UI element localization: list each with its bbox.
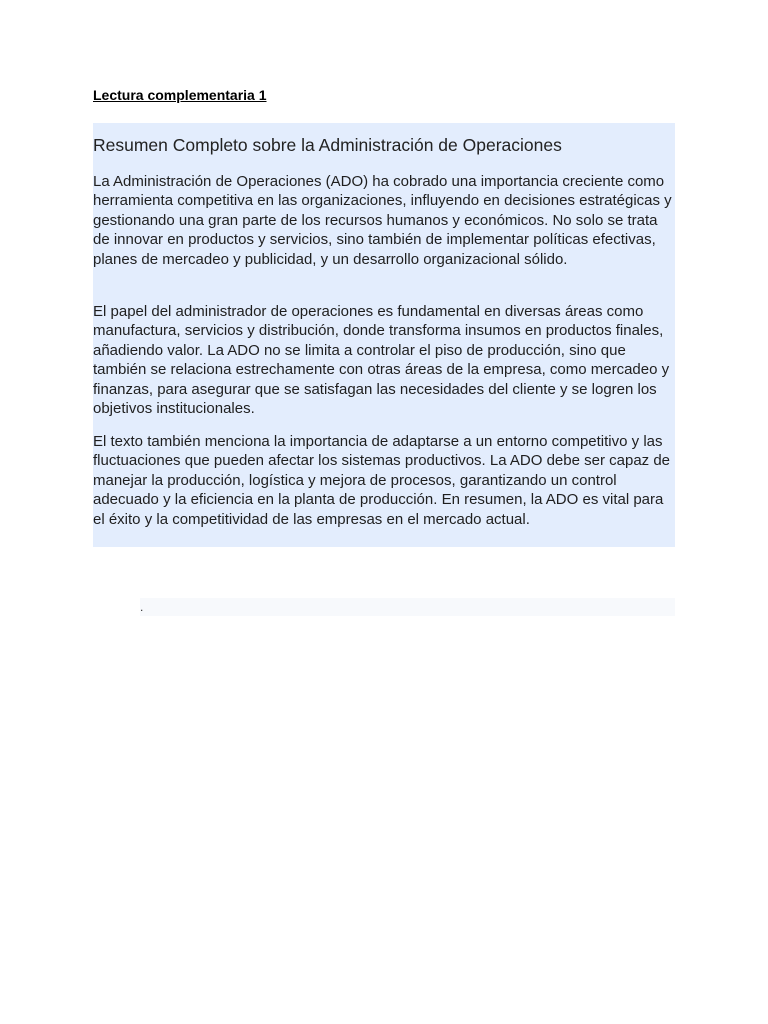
trailing-mark: . xyxy=(140,600,144,614)
summary-paragraph-1: La Administración de Operaciones (ADO) ha cobrado una importancia creciente como herramienta competitiva en las organizaciones, influyendo en decisiones estratégicas y gestionando una gran parte de los recursos humanos y económicos. No solo se trata de innovar en productos y servicios, sino también de implementar políticas efectivas, planes de mercadeo y publicidad, y un desarrollo organizacional sólido. xyxy=(93,173,672,268)
summary-block xyxy=(93,123,675,547)
reading-label: Lectura complementaria 1 xyxy=(93,87,267,103)
summary-paragraph-3: El texto también menciona la importancia de adaptarse a un entorno competitivo y las fluctuaciones que pueden afectar los sistemas productivos. La ADO debe ser capaz de manejar la producción, logística y mejora de procesos, garantizando un control adecuado y la eficiencia en la planta de producción. En resumen, la ADO es vital para el éxito y la competitividad de las empresas en el mercado actual. xyxy=(93,433,671,528)
summary-title: Resumen Completo sobre la Administración de Operaciones xyxy=(93,135,562,155)
summary-paragraph-2: El papel del administrador de operaciones es fundamental en diversas áreas como manufactura, servicios y distribución, donde transforma insumos en productos finales, añadiendo valor. La ADO no se limita a controlar el piso de producción, sino que también se relaciona estrechamente con otras áreas de la empresa, como mercadeo y finanzas, para asegurar que se satisfagan las necesidades del cliente y se logren los objetivos institucionales. xyxy=(93,303,670,418)
trailing-strip xyxy=(140,598,675,616)
